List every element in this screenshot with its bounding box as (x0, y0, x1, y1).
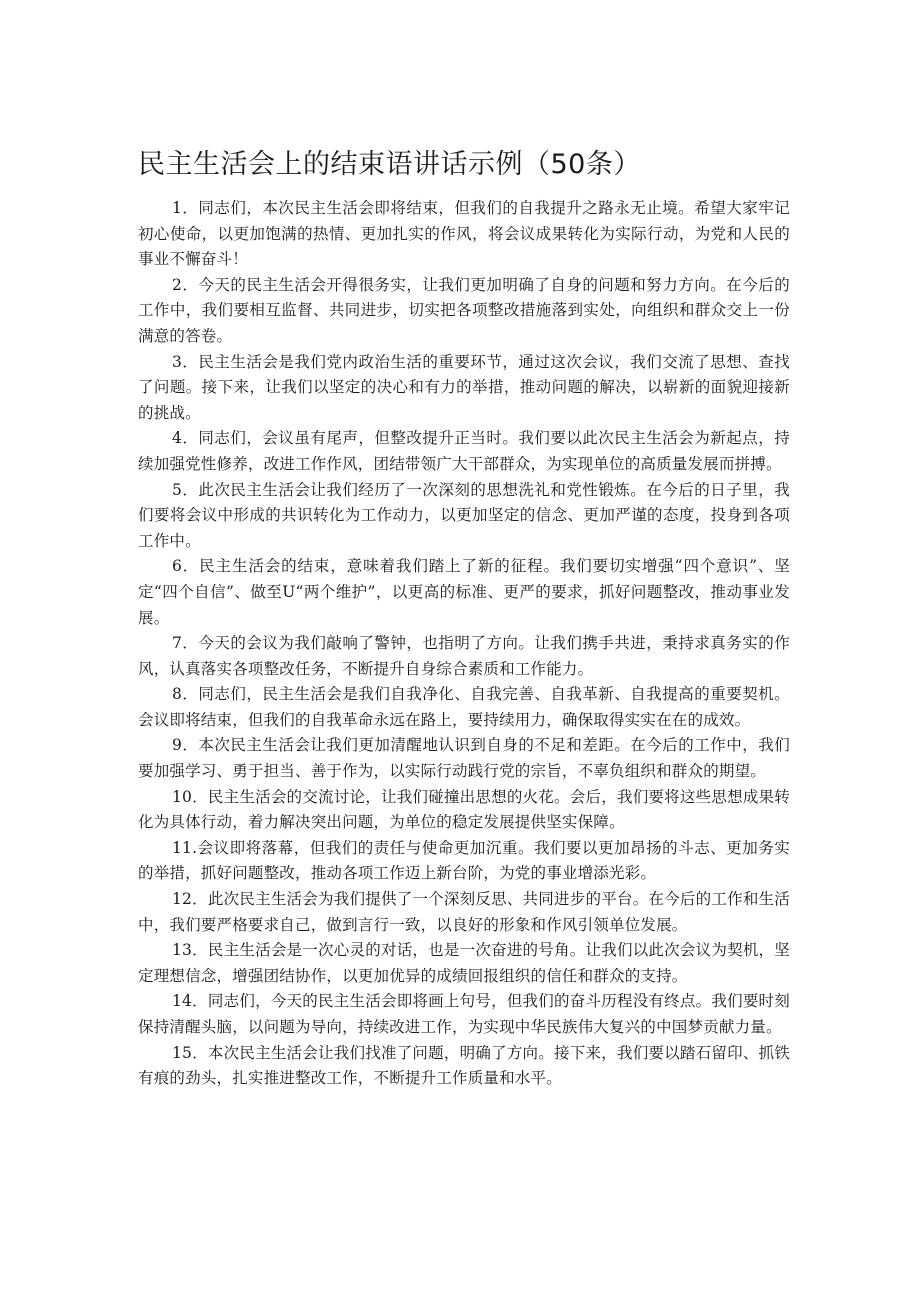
document-body (138, 196, 790, 1092)
list-item: 2．今天的民主生活会开得很务实，让我们更加明确了自身的问题和努力方向。在今后的工作中，我们要相互监督、共同进步，切实把各项整改措施落到实处，向组织和群众交上一份满意的答卷。 (138, 275, 790, 345)
list-item: 7．今天的会议为我们敲响了警钟，也指明了方向。让我们携手共进，秉持求真务实的作风，认真落实各项整改任务，不断提升自身综合素质和工作能力。 (138, 634, 790, 678)
list-item: 12．此次民主生活会为我们提供了一个深刻反思、共同进步的平台。在今后的工作和生活中，我们要严格要求自己，做到言行一致，以良好的形象和作风引领单位发展。 (138, 890, 790, 934)
list-item: 15．本次民主生活会让我们找准了问题，明确了方向。接下来，我们要以踏石留印、抓铁有痕的劲头，扎实推进整改工作，不断提升工作质量和水平。 (138, 1043, 790, 1088)
list-item: 10．民主生活会的交流讨论，让我们碰撞出思想的火花。会后，我们要将这些思想成果转化为具体行动，着力解决突出问题，为单位的稳定发展提供坚实保障。 (138, 787, 790, 832)
list-item: 6．民主生活会的结束，意味着我们踏上了新的征程。我们要切实增强“四个意识”、坚定“四个自信”、做至U“两个维护”，以更高的标准、更严的要求，抓好问题整改，推动事业发展。 (138, 557, 790, 627)
list-item: 9．本次民主生活会让我们更加清醒地认识到自身的不足和差距。在今后的工作中，我们要加强学习、勇于担当、善于作为，以实际行动践行党的宗旨，不辜负组织和群众的期望。 (138, 736, 790, 781)
list-item: 11.会议即将落幕，但我们的责任与使命更加沉重。我们要以更加昂扬的斗志、更加务实的举措，抓好问题整改，推动各项工作迈上新台阶，为党的事业增添光彩。 (138, 838, 790, 883)
document-title: 民主生活会上的结束语讲话示例（50条） (138, 149, 641, 180)
list-item: 1．同志们，本次民主生活会即将结束，但我们的自我提升之路永无止境。希望大家牢记初心使命，以更加饱满的热情、更加扎实的作风，将会议成果转化为实际行动，为党和人民的事业不懈奋斗！ (138, 199, 790, 269)
list-item: 14．同志们，今天的民主生活会即将画上句号，但我们的奋斗历程没有终点。我们要时刻保持清醒头脑，以问题为导向，持续改进工作，为实现中华民族伟大复兴的中国梦贡献力量。 (138, 992, 790, 1036)
list-item: 8．同志们，民主生活会是我们自我净化、自我完善、自我革新、自我提高的重要契机。会议即将结束，但我们的自我革命永远在路上，要持续用力，确保取得实实在在的成效。 (138, 685, 790, 729)
list-item: 13．民主生活会是一次心灵的对话，也是一次奋进的号角。让我们以此次会议为契机，坚定理想信念，增强团结协作，以更加优异的成绩回报组织的信任和群众的支持。 (138, 941, 790, 985)
list-item: 5．此次民主生活会让我们经历了一次深刻的思想洗礼和党性锻炼。在今后的日子里，我们要将会议中形成的共识转化为工作动力，以更加坚定的信念、更加严谨的态度，投身到各项工作中。 (138, 480, 790, 550)
list-item: 4．同志们，会议虽有尾声，但整改提升正当时。我们要以此次民主生活会为新起点，持续加强党性修养，改进工作作风，团结带领广大干部群众，为实现单位的高质量发展而拼搏。 (138, 429, 790, 473)
list-item: 3．民主生活会是我们党内政治生活的重要环节，通过这次会议，我们交流了思想、查找了问题。接下来，让我们以坚定的决心和有力的举措，推动问题的解决，以崭新的面貌迎接新的挑战。 (138, 352, 790, 422)
